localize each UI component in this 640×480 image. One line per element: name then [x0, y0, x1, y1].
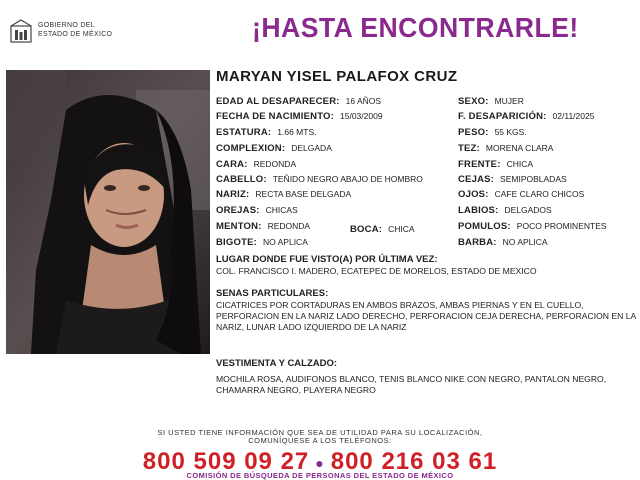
field-label: FRENTE: [458, 159, 501, 170]
footer-note-line-2: COMUNÍQUESE A LOS TELÉFONOS: [248, 436, 392, 445]
field-desaparicion [458, 111, 594, 122]
marks-title: SENAS PARTICULARES: [216, 288, 329, 299]
field-orejas [216, 205, 298, 216]
field-value: NO APLICA [262, 237, 308, 247]
field-label: EDAD AL DESAPARECER: [216, 96, 340, 107]
logo-line-1: GOBIERNO DEL [38, 22, 95, 29]
field-value: POCO PROMINENTES [516, 221, 607, 231]
field-value: 16 AÑOS [345, 96, 382, 106]
field-label: CEJAS: [458, 174, 495, 185]
field-estatura [216, 127, 317, 138]
field-value: 55 KGS. [494, 127, 527, 137]
field-value: MUJER [494, 96, 524, 106]
field-label: BOCA: [350, 224, 383, 235]
field-label: POMULOS: [458, 221, 511, 232]
field-value: CHICAS [265, 205, 298, 215]
phone-number-2[interactable]: 800 216 03 61 [330, 448, 498, 475]
field-label: MENTON: [216, 221, 262, 232]
field-value: 02/11/2025 [552, 111, 595, 121]
field-value: DELGADOS [504, 205, 552, 215]
field-value: NO APLICA [502, 237, 548, 247]
field-label: TEZ: [458, 143, 480, 154]
field-value: MORENA CLARA [485, 143, 554, 153]
field-frente [458, 159, 533, 170]
person-photo-illustration [6, 70, 210, 354]
crest-icon [8, 18, 34, 44]
headline: ¡HASTA ENCONTRARLE! [252, 12, 579, 43]
bullet-icon: ● [315, 454, 325, 471]
field-value: CHICA [388, 224, 415, 234]
field-edad [216, 96, 381, 107]
field-nacimiento [216, 111, 383, 122]
field-label: BARBA: [458, 237, 497, 248]
logo-line-2: ESTADO DE MÉXICO [38, 31, 113, 38]
field-label: OJOS: [458, 189, 489, 200]
last-seen-title: LUGAR DONDE FUE VISTO(A) POR ÚLTIMA VEZ: [216, 254, 438, 265]
field-label: CARA: [216, 159, 248, 170]
field-cejas [458, 174, 567, 185]
field-value: RECTA BASE DELGADA [255, 189, 352, 199]
field-pomulos [458, 221, 607, 232]
field-cabello [216, 174, 423, 185]
field-label: PESO: [458, 127, 489, 138]
field-sexo [458, 96, 524, 107]
field-peso [458, 127, 527, 138]
field-value: TEÑIDO NEGRO ABAJO DE HOMBRO [272, 174, 423, 184]
field-barba [458, 237, 548, 248]
field-label: SEXO: [458, 96, 489, 107]
field-label: LABIOS: [458, 205, 499, 216]
field-label: NARIZ: [216, 189, 250, 200]
field-label: ESTATURA: [216, 127, 272, 138]
field-labios [458, 205, 552, 216]
person-name: MARYAN YISEL PALAFOX CRUZ [216, 68, 458, 85]
field-bigote [216, 237, 308, 248]
clothing-text: MOCHILA ROSA, AUDIFONOS BLANCO, TENIS BLANCO NIKE CON NEGRO, PANTALON NEGRO, CHAMARRA NEGRO, PLAYERA NEGRO [216, 374, 607, 395]
missing-person-photo [6, 70, 210, 354]
field-label: COMPLEXION: [216, 143, 286, 154]
field-complexion [216, 143, 332, 154]
field-value: REDONDA [253, 159, 297, 169]
clothing-title: VESTIMENTA Y CALZADO: [216, 358, 338, 369]
field-value: CAFE CLARO CHICOS [494, 189, 585, 199]
marks-text: CICATRICES POR CORTADURAS EN AMBOS BRAZOS, AMBAS PIERNAS Y EN EL CUELLO, PERFORACION EN LA NARIZ LADO DERECHO, PERFORACION CEJA DERECHA, PERFORACION EN LA NARIZ, LUNAR LADO IZQUIERDO DE LA NARIZ [216, 300, 636, 332]
field-ojos [458, 189, 584, 200]
field-value: SEMIPOBLADAS [500, 174, 567, 184]
commission-name: COMISIÓN DE BÚSQUEDA DE PERSONAS DEL ESTADO DE MÉXICO [186, 471, 454, 480]
field-nariz [216, 189, 351, 200]
field-boca [350, 224, 415, 235]
field-label: FECHA DE NACIMIENTO: [216, 111, 334, 122]
phone-number-1[interactable]: 800 509 09 27 [142, 448, 310, 475]
field-value: 15/03/2009 [340, 111, 383, 121]
field-value: REDONDA [267, 221, 311, 231]
field-label: CABELLO: [216, 174, 267, 185]
field-value: 1.66 MTS. [277, 127, 317, 137]
field-label: F. DESAPARICIÓN: [458, 111, 547, 122]
field-cara [216, 159, 296, 170]
field-value: CHICA [506, 159, 534, 169]
field-tez [458, 143, 553, 154]
field-label: OREJAS: [216, 205, 260, 216]
field-menton [216, 221, 310, 232]
footer-note-line-1: SI USTED TIENE INFORMACIÓN QUE SEA DE UTILIDAD PARA SU LOCALIZACIÓN, [157, 428, 483, 437]
government-logo [8, 16, 148, 46]
last-seen-text: COL. FRANCISCO I. MADERO, ECATEPEC DE MORELOS, ESTADO DE MEXICO [216, 266, 537, 276]
field-value: DELGADA [291, 143, 332, 153]
field-label: BIGOTE: [216, 237, 257, 248]
